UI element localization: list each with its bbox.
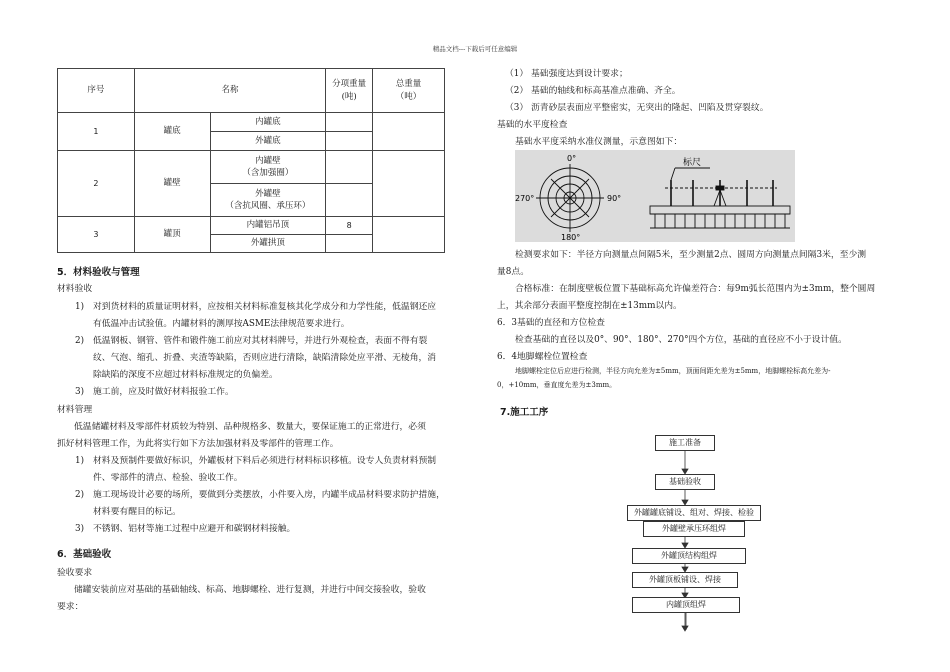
header-note: 精品文档---下载后可任意编辑 — [432, 45, 518, 53]
level-check-desc: 基础水平度采纳水准仪测量，示意图如下： — [515, 137, 683, 147]
flow-tail-connector — [682, 612, 690, 632]
req-item1: （1） 基础强度达到设计要求； — [505, 69, 628, 79]
s5-item3-line1: 施工前，应及时做好材料报验工作。 — [93, 387, 234, 397]
section64-title: 6．4地脚螺栓位置检查 — [497, 352, 588, 362]
row3-no: 3 — [58, 217, 135, 253]
row2-item-a: 内罐壁 （含加强圈） — [210, 151, 326, 184]
row2-weight-a — [326, 151, 373, 184]
req-item3: （3） 沥青砂层表面应平整密实，无突出的隆起、凹陷及贯穿裂纹。 — [505, 103, 769, 113]
m-item2-line2: 材料要有醒目的标记。 — [93, 507, 181, 517]
s5-para-line2: 抓好材料管理工作，为此将实行如下方法加强材料及零部件的管理工作。 — [57, 439, 339, 449]
m-item1-line2: 件、零部件的清点、检验、验收工作。 — [93, 473, 243, 483]
row1-weight-b — [326, 132, 373, 151]
s5-item1-no: 1) — [75, 302, 85, 312]
m-item1-line1: 材料及预制件要做好标识，外罐板材下料后必须进行材料标识移植。设专人负责材料预制 — [93, 456, 437, 466]
leveling-diagram — [515, 150, 795, 242]
row2-item-b: 外罐壁 （含抗风圈、承压环） — [210, 184, 326, 217]
deg180-label: 180° — [561, 233, 581, 242]
s6-subtitle: 验收要求 — [57, 568, 93, 578]
row2-no: 2 — [58, 151, 135, 217]
section64-line1: 地脚螺栓定位后应进行检测，半径方向允差为±5mm，顶面间距允差为±5mm，地脚螺栓标高允差为- — [515, 367, 831, 375]
row1-item-a: 内罐底 — [210, 113, 326, 132]
flow-step-2: 基础验收 — [655, 474, 715, 490]
row3-total — [373, 217, 445, 253]
ruler-label: 标尺 — [683, 158, 702, 168]
th-name: 名称 — [134, 69, 325, 113]
s5-item1-line2: 有低温冲击试验值。内罐材料的测厚按ASME法律规范要求进行。 — [93, 319, 350, 329]
s5-item2-line1: 低温钢板、钢管、管件和锻件施工前应对其材料牌号，并进行外观检查，表面不得有裂 — [93, 336, 428, 346]
section7-title: 7.施工工序 — [500, 407, 549, 418]
deg270-label: 270° — [515, 194, 535, 203]
s5-item1-line1: 对到货材料的质量证明材料，应按相关材料标准复核其化学成分和力学性能，低温钢还应 — [93, 302, 437, 312]
section63-desc: 检查基础的直径以及0°、90°、180°、270°四个方位，基础的直径应不小于设计值。 — [515, 335, 847, 345]
row1-no: 1 — [58, 113, 135, 151]
row3-item-a: 内罐铝吊顶 — [210, 217, 326, 235]
row1-group: 罐底 — [134, 113, 210, 151]
flow-step-5: 外罐顶结构组焊 — [632, 548, 746, 564]
th-total-weight: 总重量 （吨） — [373, 69, 445, 113]
row3-weight-a: 8 — [326, 217, 373, 235]
row1-item-b: 外罐底 — [210, 132, 326, 151]
m-item3-line1: 不锈钢、铝材等施工过程中应避开和碳钢材料接触。 — [93, 524, 296, 534]
s6-para-line2: 要求： — [57, 602, 84, 612]
s5-subtitle-management: 材料管理 — [57, 405, 93, 415]
m-item2-line1: 施工现场设计必要的场所，要做到分类摆放，小件要入房，内罐半成品材料要求防护措施， — [93, 490, 445, 500]
s5-item2-no: 2) — [75, 336, 85, 346]
leveling-diagram-svg — [515, 150, 795, 242]
row2-total — [373, 151, 445, 217]
flow-step-6: 外罐顶板铺设、焊接 — [632, 572, 738, 588]
flow-step-1: 施工准备 — [655, 435, 715, 451]
row2-weight-b — [326, 184, 373, 217]
s5-subtitle-acceptance: 材料验收 — [57, 284, 93, 294]
section64-line2: 0，+10mm，垂直度允差为±3mm。 — [497, 381, 617, 389]
section63-title: 6．3基础的直径和方位检查 — [497, 318, 605, 328]
weight-table — [57, 68, 445, 253]
row1-total — [373, 113, 445, 151]
deg0-label: 0° — [567, 154, 577, 163]
th-item-weight: 分项重量 (吨) — [326, 69, 373, 113]
s5-para-line1: 低温储罐材料及零部件材质较为特别、品种规格多、数量大，要保证施工的正常进行，必须 — [74, 422, 426, 432]
flow-step-7: 内罐顶组焊 — [632, 597, 740, 613]
section6-title: 6．基础验收 — [57, 549, 112, 560]
m-item1-no: 1) — [75, 456, 85, 466]
section5-title: 5．材料验收与管理 — [57, 267, 140, 278]
deg90-label: 90° — [607, 194, 622, 203]
req-item2: （2） 基础的轴线和标高基准点准确、齐全。 — [505, 86, 681, 96]
row1-weight-a — [326, 113, 373, 132]
row3-group: 罐顶 — [134, 217, 210, 253]
row3-weight-b — [326, 235, 373, 253]
standard-line1: 合格标准：在制度壁板位置下基础标高允许偏差符合：每9m弧长范围内为±3mm，整个圆周 — [515, 284, 876, 294]
s5-item2-line3: 除缺陷的深度不应超过材料标准规定的负偏差。 — [93, 370, 278, 380]
m-item2-no: 2) — [75, 490, 85, 500]
s6-para-line1: 储罐安装前应对基础的基础轴线、标高、地脚螺栓、进行复测，并进行中间交接验收，验收 — [74, 585, 426, 595]
th-no: 序号 — [58, 69, 135, 113]
standard-line2: 上，其余部分表面平整度控制在±13mm以内。 — [497, 301, 682, 311]
level-check-title: 基础的水平度检查 — [497, 120, 568, 130]
flow-step-3: 外罐罐底铺设、组对、焊接、检验 — [627, 505, 761, 521]
flow-step-4: 外罐壁承压环组焊 — [643, 521, 745, 537]
m-item3-no: 3) — [75, 524, 85, 534]
check-req-line2: 量8点。 — [497, 267, 529, 277]
s5-item3-no: 3) — [75, 387, 85, 397]
check-req-line1: 检测要求如下：半径方向测量点间隔5米，至少测量2点、圆周方向测量点间隔3米，至少测 — [515, 250, 867, 260]
row2-group: 罐壁 — [134, 151, 210, 217]
s5-item2-line2: 纹、气泡、缩孔、折叠、夹渣等缺陷，否则应进行清除，缺陷清除处应平滑、无棱角，消 — [93, 353, 437, 363]
row3-item-b: 外罐拱顶 — [210, 235, 326, 253]
